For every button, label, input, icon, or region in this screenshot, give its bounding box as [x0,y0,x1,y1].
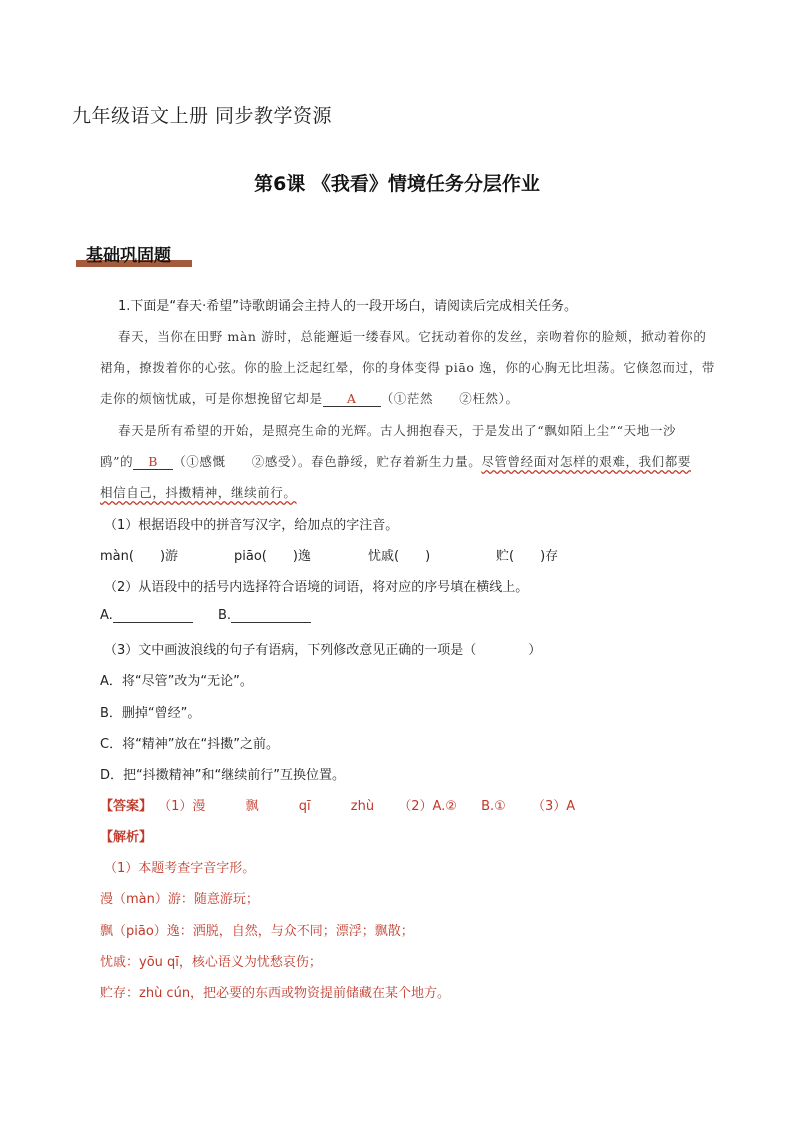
analysis-line-4: 忧戚：yōu qī，核心语义为忧愁哀伤； [100,955,322,970]
passage-line-2: 裙角，撩拨着你的心弦。你的脸上泛起红晕，你的身体变得 piāo 逸，你的心胸无比坦荡。它倏忽而过，带 [100,360,715,375]
analysis-label-text: 【解析】 [100,830,153,845]
option-c: C．将“精神”放在“抖擞”之前。 [100,737,280,752]
answer-2a: （2）A.② [398,799,457,814]
sub-question-1: （1）根据语段中的拼音写汉字，给加点的字注音。 [104,518,399,533]
page-title: 第6课 《我看》情境任务分层作业 [254,173,540,195]
analysis-label [100,826,152,845]
answer-1b: 飘 [245,799,259,814]
answer-1d: zhù [350,799,375,814]
answer-1a: （1）漫 [158,799,206,814]
blank-b: B [133,454,173,470]
answer-1c: qī [298,799,311,814]
sub1-item-zhucun: 贮( )存 [496,549,559,564]
answer-2b: B.① [481,799,506,814]
sub2-label-b: B. [218,608,232,623]
sub2-label-a: A. [100,608,113,623]
sub2-answer-a [100,608,193,623]
passage-line-5 [100,452,691,470]
sub1-item-man: màn( )游 [100,549,179,564]
analysis-line-3: 飘（piāo）逸：洒脱，自然，与众不同；漂浮；飘散； [100,924,414,939]
passage-line-4: 春天是所有希望的开始，是照亮生命的光辉。古人拥抱春天，于是发出了“飘如陌上尘”“天地一沙 [118,423,677,438]
passage-line-3 [100,389,519,407]
passage-line-3b: （①茫然 ②枉然）。 [380,391,519,406]
passage-line-1: 春天，当你在田野 màn 游时，总能邂逅一缕春风。它抚动着你的发丝，亲吻着你的脸颊，掀动着你的 [118,329,707,344]
answer-line [100,795,575,814]
passage-line-6 [100,483,297,501]
analysis-line-5: 贮存：zhù cún，把必要的东西或物资提前储藏在某个地方。 [100,986,451,1001]
option-d: D．把“抖擞精神”和“继续前行”互换位置。 [100,768,345,783]
page-header: 九年级语文上册 同步教学资源 [72,105,333,127]
wavy-sentence-part-2: 相信自己，抖擞精神，继续前行。 [100,485,297,500]
analysis-line-2: 漫（màn）游：随意游玩； [100,892,259,907]
passage-line-5b: （①感慨 ②感受）。春色静绥，贮存着新生力量。 [173,454,482,469]
option-a: A．将“尽管”改为“无论”。 [100,674,253,689]
blank-a: A [323,391,381,407]
sub2-answer-b [218,608,311,623]
analysis-line-1: （1）本题考查字音字形。 [104,861,256,876]
sub-question-2: （2）从语段中的括号内选择符合语境的词语，将对应的序号填在横线上。 [104,580,529,595]
sub2-blank-a [113,622,193,623]
section-label: 基础巩固题 [86,246,171,266]
sub1-item-youqi: 忧戚( ) [368,549,431,564]
sub2-blank-b [231,622,311,623]
answer-3: （3）A [531,799,576,814]
question-stem: 1.下面是“春天·希望”诗歌朗诵会主持人的一段开场白，请阅读后完成相关任务。 [118,299,578,314]
section-heading [76,241,171,266]
passage-line-3a: 走你的烦恼忧戚，可是你想挽留它却是 [100,391,323,406]
answer-label: 【答案】 [100,799,153,814]
sub1-item-piao: piāo( )逸 [234,549,311,564]
option-b: B．删掉“曾经”。 [100,706,201,721]
wavy-sentence-part-1: 尽管曾经面对怎样的艰难，我们都要 [481,454,691,469]
sub-question-3: （3）文中画波浪线的句子有语病，下列修改意见正确的一项是（ ） [104,643,542,658]
passage-line-5a: 鸥”的 [100,454,134,469]
